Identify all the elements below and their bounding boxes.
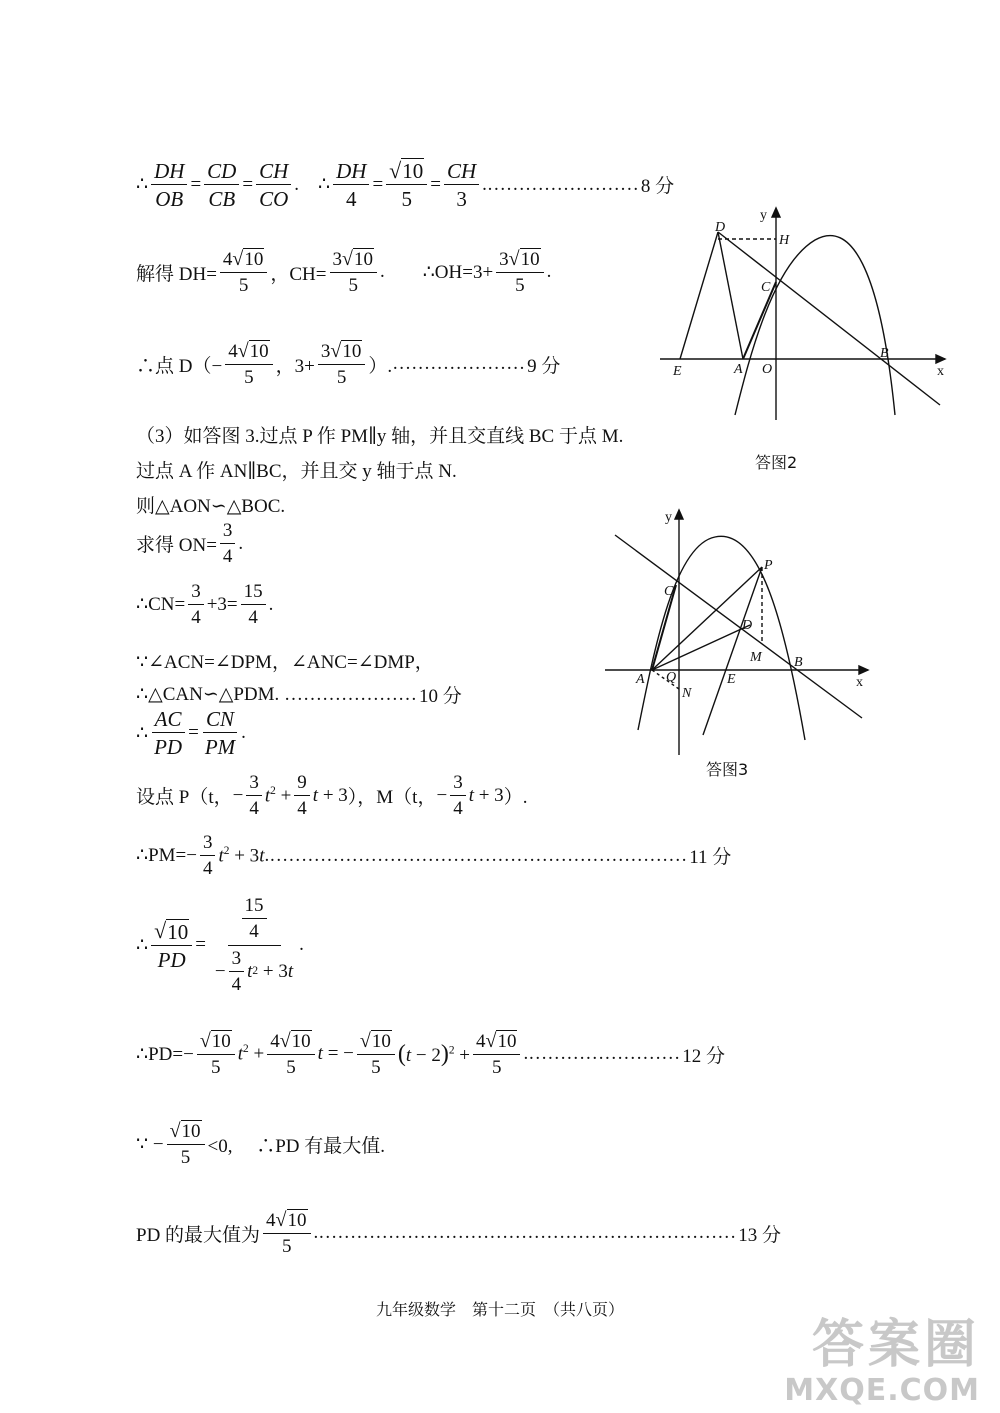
frac-3-4: $\frac{3}{4}$ bbox=[220, 520, 236, 568]
frac-4sqrt10-5: 4 √ 10 5 bbox=[220, 248, 267, 297]
neg-suffix: <0, ∴PD 有最大值. bbox=[207, 1135, 386, 1157]
on-line: 求得 ON= $\frac{3}{4}$ . bbox=[136, 520, 244, 567]
frac-3-4-e: $\frac{3}{4}$ bbox=[200, 832, 216, 880]
label-p: P bbox=[764, 558, 773, 573]
max-prefix: PD 的最大值为 bbox=[136, 1224, 261, 1246]
page-footer: 九年级数学 第十二页 （共八页） bbox=[375, 1300, 624, 1319]
label-d3: D bbox=[742, 618, 753, 633]
ac-pd-line: ∴ $\frac{AC}{PD}$ = $\frac{CN}{PM}$ . bbox=[136, 707, 246, 760]
label-y: y bbox=[760, 208, 767, 223]
frac-sqrt10-5-c: √ 10 5 bbox=[357, 1030, 395, 1079]
label-a: A bbox=[734, 362, 743, 377]
frac-sqrt10-5-b: √ 10 5 bbox=[197, 1030, 235, 1079]
label-x: x bbox=[937, 364, 944, 379]
label-a3: A bbox=[636, 672, 645, 687]
frac-15-4: $\frac{15}{4}$ bbox=[241, 581, 266, 629]
label-b3: B bbox=[794, 655, 803, 670]
label-d: D bbox=[715, 220, 726, 235]
watermark bbox=[784, 1314, 980, 1408]
watermark-line1: 答案圈 bbox=[811, 1314, 980, 1375]
label-c3: C bbox=[664, 584, 674, 599]
set-point-line: 设点 P（t， − $\frac{3}{4}$ $t^2$ + $\frac{9}{4}$ t + 3 ），M（t， − $\frac{3}{4}$ t + 3 ）. bbox=[136, 772, 528, 819]
frac-4sqrt10-5-c: 4 √ 10 5 bbox=[267, 1030, 314, 1079]
label-n: N bbox=[682, 686, 692, 701]
frac-ch-3: $\frac{CH}{3}$ bbox=[444, 159, 479, 211]
frac-3-4-c: $\frac{3}{4}$ bbox=[246, 772, 262, 820]
part3-line1: （3）如答图 3.过点 P 作 PM∥y 轴，并且交直线 BC 于点 M. bbox=[136, 426, 624, 447]
similar2-line: ∴△CAN∽△PDM. ………………… 10 分 bbox=[136, 681, 462, 708]
label-q: Q bbox=[666, 670, 677, 685]
figure-2-caption: 答图2 bbox=[755, 453, 798, 472]
pm-prefix: ∴PM=− bbox=[136, 845, 197, 867]
frac-ac-pd: $\frac{AC}{PD}$ bbox=[151, 707, 185, 759]
similar2-text: ∴△CAN∽△PDM. bbox=[136, 684, 280, 705]
frac-dh-4: $\frac{DH}{4}$ bbox=[333, 159, 369, 211]
part3-line2: 过点 A 作 AN∥BC，并且交 y 轴于点 N. bbox=[136, 461, 457, 482]
frac-complex: $\frac{15}{4}$ − $\frac{3}{4}$ t 2 + 3 t bbox=[214, 895, 294, 995]
set-m-suffix: ）. bbox=[503, 787, 528, 809]
max-line: PD 的最大值为 4 √ 10 5 .………………………………………………………… 13 分 bbox=[136, 1209, 782, 1257]
solve-prefix: 解得 DH= bbox=[136, 263, 217, 285]
set-p-prefix: 设点 P（t， bbox=[136, 787, 233, 809]
set-m-prefix: ），M（t， bbox=[347, 787, 437, 809]
frac-sqrt10-5-d: √ 10 5 bbox=[167, 1120, 205, 1169]
frac-ch-co: $\frac{CH}{CO}$ bbox=[256, 159, 291, 211]
point-d-prefix: ∴点 D（− bbox=[136, 355, 223, 377]
frac-3-4-d: $\frac{3}{4}$ bbox=[450, 772, 466, 820]
label-x3: x bbox=[856, 675, 863, 690]
point-d-line: ∴点 D（− 4 √ 10 5 ，3+ 3 √ 10 5 ）. ………………… 9 分 bbox=[136, 340, 561, 388]
figure-3-caption: 答图3 bbox=[706, 760, 749, 779]
frac-9-4: $\frac{9}{4}$ bbox=[294, 772, 310, 820]
frac-4sqrt10-5-e: 4 √ 10 5 bbox=[263, 1209, 310, 1258]
label-h: H bbox=[779, 233, 790, 248]
score-11: 11 分 bbox=[689, 847, 732, 869]
solve-line: 解得 DH= 4 √ 10 5 ，CH= 3 √ 10 5 . ∴OH=3+ 3 √ 10 5 . bbox=[136, 248, 552, 296]
label-b: B bbox=[880, 346, 889, 361]
ch-prefix: ，CH= bbox=[270, 263, 327, 285]
frac-4sqrt10-5-b: 4 √ 10 5 bbox=[225, 340, 272, 389]
frac-dh-ob: $\frac{DH}{OB}$ bbox=[151, 159, 187, 211]
label-o: O bbox=[762, 362, 773, 377]
score-13: 13 分 bbox=[738, 1224, 782, 1246]
point-d-mid: ，3+ bbox=[275, 355, 315, 377]
pd-line: ∴PD=− √ 10 5 $t^2$ + 4 √ 10 5 t = − √ 10 5 $(t - 2)^2$ + 4 √ 10 5 .…………………… 12 分 bbox=[136, 1030, 725, 1078]
figure-3 bbox=[600, 505, 875, 760]
label-e: E bbox=[673, 364, 682, 379]
frac-3sqrt10-5-b: 3 √ 10 5 bbox=[496, 248, 543, 297]
pd-prefix: ∴PD=− bbox=[136, 1043, 194, 1065]
similar1-line: 则△AON∽△BOC. bbox=[136, 496, 286, 517]
angles-line: ∵∠ACN=∠DPM，∠ANC=∠DMP， bbox=[136, 652, 434, 673]
frac-3-4-b: $\frac{3}{4}$ bbox=[188, 581, 204, 629]
figure-2 bbox=[655, 205, 955, 425]
pm-line: ∴PM=− $\frac{3}{4}$ $t^2 + 3t$ .………………………………………………………… 11 分 bbox=[136, 832, 732, 879]
frac-cd-cb: $\frac{CD}{CB}$ bbox=[204, 159, 239, 211]
frac-3sqrt10-5: 3 √ 10 5 bbox=[330, 248, 377, 297]
watermark-line2: MXQE.COM bbox=[784, 1373, 980, 1408]
sqrt10-pd-line: ∴ √ 10 PD = $\frac{15}{4}$ − $\frac{3}{4}$ t 2 + 3 t . bbox=[136, 895, 304, 995]
label-c: C bbox=[761, 280, 771, 295]
cn-mid: +3= bbox=[206, 593, 238, 615]
oh-prefix: ∴OH=3+ bbox=[422, 261, 494, 283]
frac-sqrt10-pd: √ 10 PD bbox=[151, 918, 192, 971]
label-y3: y bbox=[665, 510, 672, 525]
score-9: 9 分 bbox=[527, 355, 561, 377]
score-10: 10 分 bbox=[419, 686, 462, 707]
score-12: 12 分 bbox=[682, 1045, 725, 1067]
label-e3: E bbox=[727, 672, 736, 687]
frac-4sqrt10-5-d: 4 √ 10 5 bbox=[473, 1030, 520, 1079]
cn-prefix: ∴CN= bbox=[136, 594, 186, 616]
ratio-line: ∴ $\frac{DH}{OB}$ = $\frac{CD}{CB}$ = $\frac{CH}{CO}$ . ∴ $\frac{DH}{4}$ = √ 10 5 = $\frac{CH}{3}$ .…………………… 8 分 bbox=[136, 158, 675, 212]
neg-line bbox=[136, 1120, 385, 1169]
cn-line: ∴CN= $\frac{3}{4}$ +3= $\frac{15}{4}$ . bbox=[136, 581, 274, 628]
label-m: M bbox=[750, 650, 762, 665]
neg-prefix: ∵ − bbox=[136, 1133, 164, 1155]
point-d-suffix: ）. bbox=[368, 355, 393, 377]
on-prefix: 求得 ON= bbox=[136, 535, 217, 557]
frac-cn-pm: $\frac{CN}{PM}$ bbox=[204, 707, 236, 760]
frac-sqrt10-5: √ 10 5 bbox=[386, 158, 427, 211]
score-8: 8 分 bbox=[640, 176, 675, 198]
frac-3sqrt10-5-c: 3 √ 10 5 bbox=[318, 340, 365, 389]
